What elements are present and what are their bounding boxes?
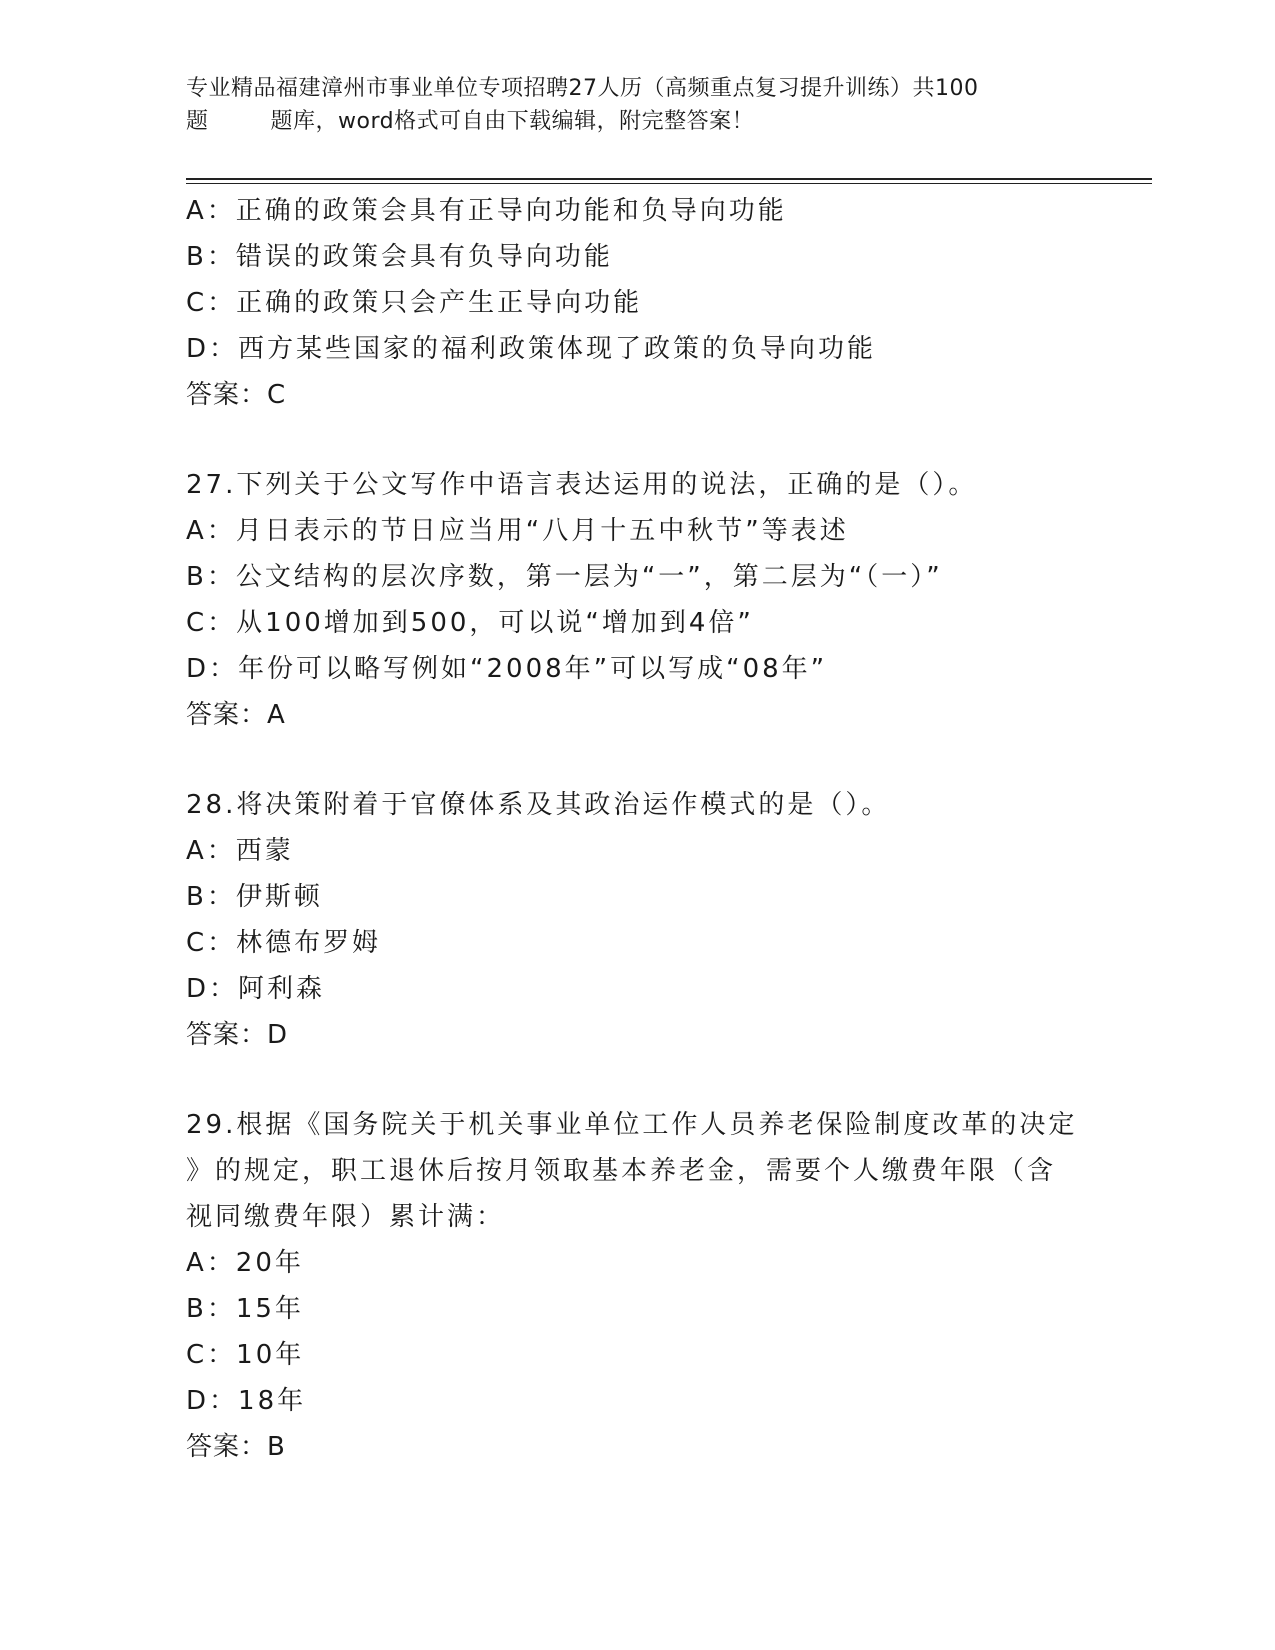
question-block-29 [186,1102,1086,1470]
option-b: B：公文结构的层次序数，第一层为“一”，第二层为“（一）” [186,562,943,592]
option-c: C：10年 [186,1340,305,1370]
option-a: A：月日表示的节日应当用“八月十五中秋节”等表述 [186,516,849,546]
header-title-line-2-end: 题库，word格式可自由下载编辑，附完整答案！ [270,109,755,134]
option-d: D：阿利森 [186,974,326,1004]
question-block-27 [186,462,1086,738]
option-d: D：西方某些国家的福利政策体现了政策的负导向功能 [186,334,877,364]
question-text-line-3: 视同缴费年限）累计满： [186,1202,506,1232]
question-text: 28.将决策附着于官僚体系及其政治运作模式的是（）。 [186,790,891,820]
option-a: A：正确的政策会具有正导向功能和负导向功能 [186,196,787,226]
option-c: C：正确的政策只会产生正导向功能 [186,288,643,318]
header-title-line-2 [186,105,1086,138]
option-b: B：错误的政策会具有负导向功能 [186,242,613,272]
document-body [186,188,1086,1470]
question-text-line-2: 》的规定，职工退休后按月领取基本养老金，需要个人缴费年限（含 [186,1156,1057,1186]
answer-line: 答案：D [186,1020,289,1050]
option-d: D：年份可以略写例如“2008年”可以写成“08年” [186,654,828,684]
option-c: C：林德布罗姆 [186,928,382,958]
header-title-line-2-start: 题 [186,109,209,134]
option-a: A：西蒙 [186,836,294,866]
answer-line: 答案：C [186,380,287,410]
option-a: A：20年 [186,1248,304,1278]
question-text-line-1: 29.根据《国务院关于机关事业单位工作人员养老保险制度改革的决定 [186,1110,1078,1140]
option-b: B：伊斯顿 [186,882,323,912]
header-divider-thick [186,178,1152,180]
answer-line: 答案：B [186,1432,286,1462]
answer-line: 答案：A [186,700,286,730]
option-b: B：15年 [186,1294,304,1324]
header-title-line-1: 专业精品福建漳州市事业单位专项招聘27人历（高频重点复习提升训练）共100 [186,76,979,101]
option-c: C：从100增加到500，可以说“增加到4倍” [186,608,754,638]
option-d: D：18年 [186,1386,307,1416]
header-divider-thin [186,183,1152,184]
question-block-28 [186,782,1086,1058]
question-text: 27.下列关于公文写作中语言表达运用的说法，正确的是（）。 [186,470,978,500]
question-block-26 [186,188,1086,418]
document-header [186,72,1086,138]
